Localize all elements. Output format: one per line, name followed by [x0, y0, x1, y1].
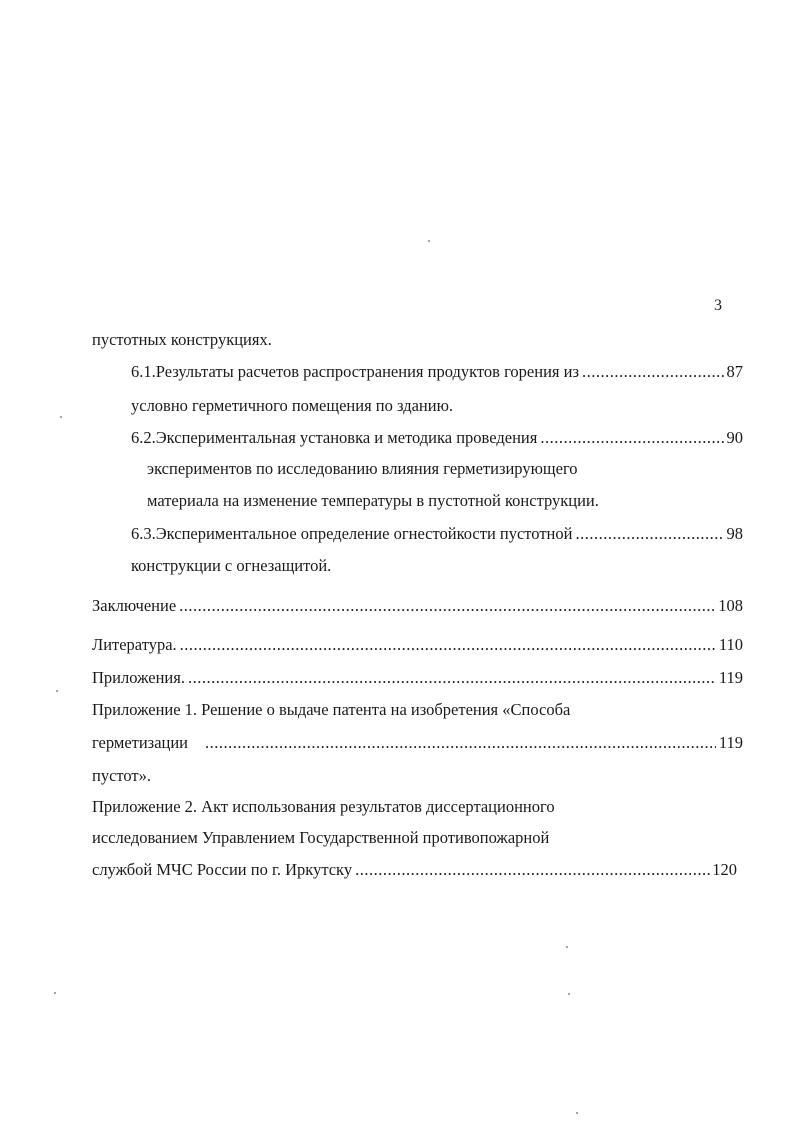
- toc-entry-title: 6.2.Экспериментальная установка и методика проведения: [131, 428, 538, 447]
- toc-entry-appendix-1-line-3: пустот».: [92, 766, 152, 785]
- toc-entry-title: службой МЧС России по г. Иркутску: [92, 860, 353, 879]
- toc-entry-6-3[interactable]: [131, 524, 743, 544]
- scan-speck: [54, 992, 56, 994]
- scan-speck: [576, 1112, 578, 1114]
- toc-entry-6-2-continuation-2: материала на изменение температуры в пустотной конструкции.: [147, 491, 599, 510]
- scan-speck: [60, 416, 62, 418]
- toc-entry-page: 108: [718, 596, 743, 615]
- toc-entry-title: герметизации: [92, 733, 189, 752]
- toc-entry-page: 90: [726, 428, 743, 447]
- scan-speck: [568, 993, 570, 995]
- toc-leader-dots: [179, 596, 715, 616]
- toc-entry-6-3-continuation: конструкции с огнезащитой.: [131, 556, 332, 575]
- toc-entry-page: 110: [718, 635, 743, 654]
- toc-entry-conclusion[interactable]: [92, 596, 743, 616]
- toc-entry-page: 87: [726, 362, 743, 381]
- toc-entry-appendix-1-line-1: Приложение 1. Решение о выдаче патента на изобретения «Способа: [92, 700, 571, 719]
- toc-continuation-line: пустотных конструкциях.: [92, 330, 272, 349]
- scan-speck: [566, 946, 568, 948]
- toc-entry-title: Литература.: [92, 635, 177, 654]
- toc-entry-page: 120: [712, 860, 737, 879]
- page-number: 3: [714, 297, 722, 314]
- toc-entry-6-2[interactable]: [131, 428, 743, 448]
- toc-entry-appendices[interactable]: [92, 668, 743, 688]
- toc-entry-appendix-2-line-2: исследованием Управлением Государственной противопожарной: [92, 828, 550, 847]
- toc-entry-appendix-1[interactable]: [92, 733, 743, 753]
- toc-leader-dots: [180, 635, 716, 655]
- toc-entry-6-1-continuation: условно герметичного помещения по зданию.: [131, 396, 454, 415]
- scan-speck: [56, 690, 58, 692]
- toc-entry-page: 98: [726, 524, 743, 543]
- toc-entry-page: 119: [718, 668, 743, 687]
- toc-leader-dots: [205, 733, 716, 753]
- toc-entry-title: 6.1.Результаты расчетов распространения продуктов горения из: [131, 362, 579, 381]
- toc-entry-title: 6.3.Экспериментальное определение огнестойкости пустотной: [131, 524, 573, 543]
- toc-leader-dots: [540, 428, 723, 448]
- toc-leader-dots: [582, 362, 724, 382]
- toc-entry-6-1[interactable]: [131, 362, 743, 382]
- toc-leader-dots: [355, 860, 712, 880]
- toc-entry-title: Приложения.: [92, 668, 185, 687]
- toc-entry-appendix-2-line-1: Приложение 2. Акт использования результатов диссертационного: [92, 797, 555, 816]
- toc-entry-literature[interactable]: [92, 635, 743, 655]
- toc-entry-title: Заключение: [92, 596, 177, 615]
- toc-entry-page: 119: [718, 733, 743, 752]
- scan-speck: [428, 240, 430, 242]
- toc-entry-6-2-continuation-1: экспериментов по исследованию влияния герметизирующего: [147, 459, 578, 478]
- toc-leader-dots: [575, 524, 723, 544]
- toc-leader-dots: [188, 668, 716, 688]
- toc-entry-appendix-2[interactable]: [92, 860, 737, 880]
